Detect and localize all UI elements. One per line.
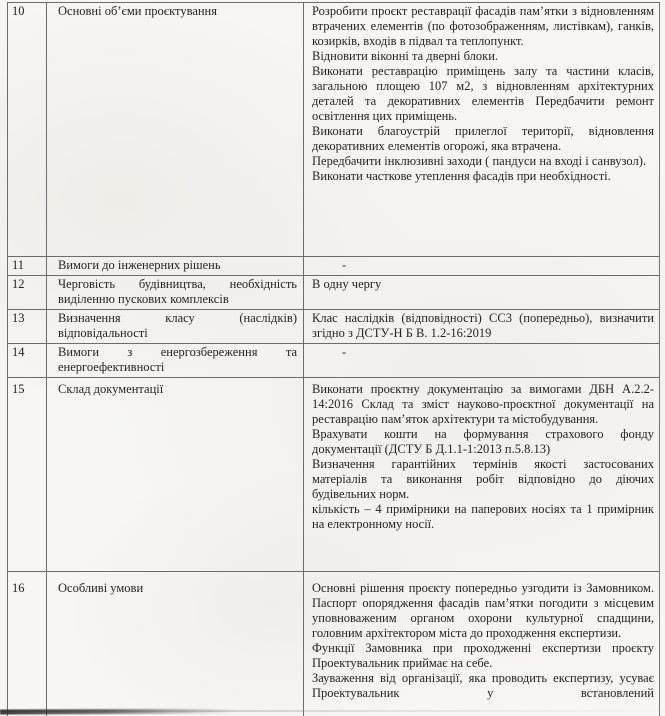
- table-row: [8, 378, 659, 572]
- content-paragraph: Виконати благоустрій прилеглої території, відновлення декоративних елементів огорожі, яка втрачена.: [312, 124, 654, 153]
- row-content: [304, 572, 659, 716]
- content-paragraph: Розробити проєкт реставрації фасадів пам’ятки з відновленням втрачених елементів (по фотозображенням, листівкам), ганків, козирків, входів в підвал та теплопункт.: [312, 4, 654, 48]
- table-row: [8, 3, 659, 257]
- row-number: 15: [8, 378, 47, 571]
- table-row: [8, 257, 659, 276]
- row-label: Склад документації: [47, 378, 304, 571]
- content-paragraph: Основні рішення проєкту попередньо узгодити із Замовником. Паспорт опорядження фасадів пам’ятки погодити з місцевим уповноваженим органом охорони культурної спадщини, головним архітектором міста до проходження експертизи.: [312, 581, 654, 640]
- row-label: Основні об’єми проєктування: [47, 3, 304, 256]
- row-number: 14: [8, 344, 47, 377]
- row-label: Особливі умови: [47, 572, 304, 716]
- content-paragraph: Функції Замовника при проходженні експертизи проєкту Проектувальник приймає на себе.: [312, 641, 654, 670]
- doc-table: [7, 2, 660, 716]
- table-row: [8, 572, 659, 716]
- row-number: 13: [8, 310, 47, 343]
- content-paragraph: Передбачити інклюзивні заходи ( пандуси на вході і санвузол).: [312, 154, 646, 168]
- content-paragraph: -: [342, 258, 347, 272]
- content-paragraph: -: [342, 345, 347, 359]
- table-row: [8, 276, 659, 310]
- content-paragraph: Клас наслідків (відповідності) СС3 (попередньо), визначити згідно з ДСТУ-Н Б В. 1.2-16:2019: [312, 311, 654, 340]
- table-row: [8, 344, 659, 378]
- row-content: [304, 310, 659, 343]
- content-paragraph: Відновити віконні та дверні блоки.: [312, 49, 499, 63]
- content-paragraph: Визначення гарантійних термінів якості застосованих матеріалів та виконання робіт відповідно до діючих будівельних норм.: [312, 457, 654, 501]
- row-label: Вимоги до інженерних рішень: [47, 257, 304, 275]
- content-paragraph: Виконати проєктну документацію за вимогами ДБН А.2.2-14:2016 Склад та зміст науково-проєктної документації на реставрацію пам’яток архітектури та містобудування.: [312, 382, 654, 426]
- row-label: Вимоги з енергозбереження та енергоефективності: [47, 344, 304, 377]
- row-number: 16: [8, 572, 47, 716]
- content-paragraph: Врахувати кошти на формування страхового фонду документації (ДСТУ Б Д.1.1-1:2013 п.5.8.13): [312, 427, 654, 456]
- content-paragraph: кількість – 4 примірники на паперових носіях та 1 примірник на електронному носії.: [312, 502, 654, 531]
- row-number: 10: [8, 3, 47, 256]
- table-row: [8, 310, 659, 344]
- row-content: [304, 3, 659, 256]
- scan-shadow-left: [0, 708, 235, 714]
- content-paragraph: В одну чергу: [312, 277, 382, 291]
- row-number: 12: [8, 276, 47, 309]
- row-content: [304, 276, 659, 309]
- row-label: Черговість будівництва, необхідність виділенню пускових комплексів: [47, 276, 304, 309]
- row-content: [304, 257, 659, 275]
- row-content: [304, 344, 659, 377]
- row-number: 11: [8, 257, 47, 275]
- row-label: Визначення класу (наслідків) відповідальності: [47, 310, 304, 343]
- content-paragraph: Виконати реставрацію приміщень залу та частини класів, загальною площею 107 м2, з відновленням архітектурних деталей та декоративних елементів Передбачити ремонт освітлення цих приміщень.: [312, 64, 654, 123]
- row-content: [304, 378, 659, 571]
- content-paragraph: Виконати часткове утеплення фасадів при необхідності.: [312, 169, 611, 183]
- content-paragraph: Зауваження від організації, яка проводить експертизу, усуває Проектувальник у встановлений: [312, 671, 654, 700]
